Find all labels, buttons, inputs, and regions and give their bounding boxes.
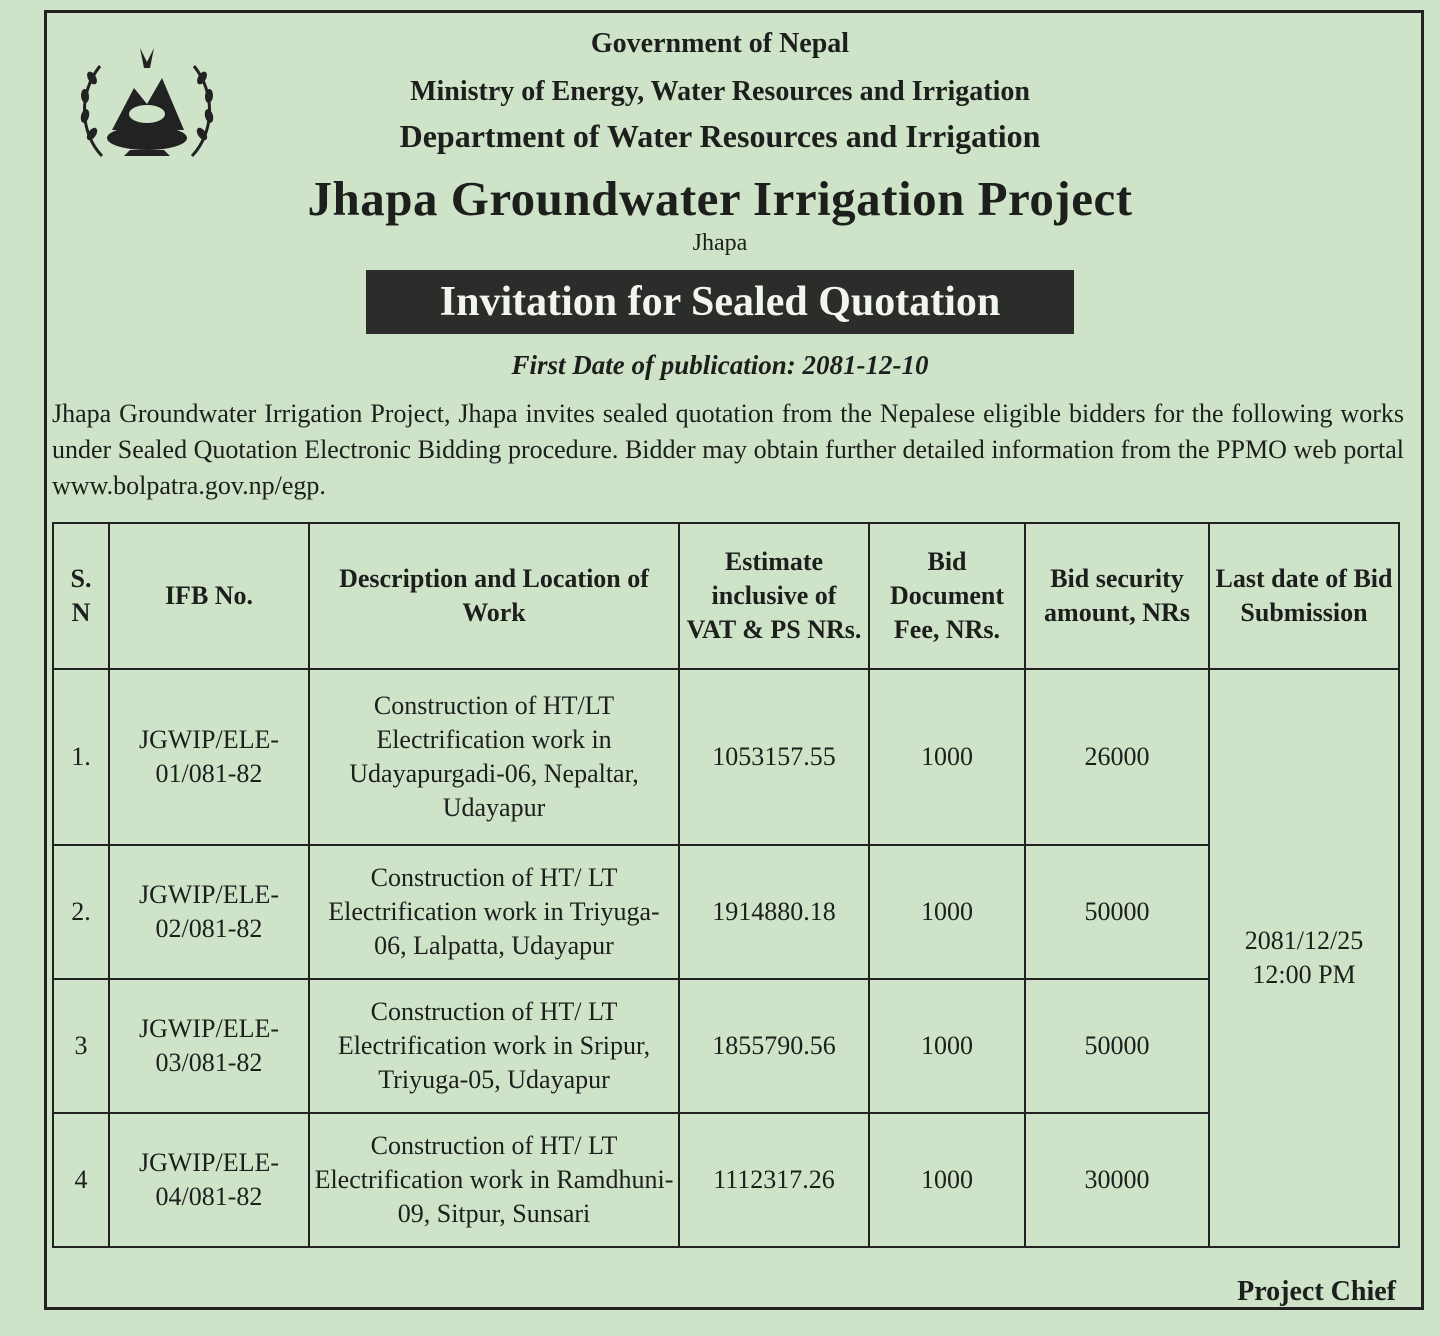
- cell-security: 50000: [1025, 979, 1209, 1113]
- cell-ifb: JGWIP/ELE-01/081-82: [109, 669, 309, 845]
- cell-fee: 1000: [869, 979, 1025, 1113]
- government-heading: Government of Nepal: [590, 28, 850, 59]
- cell-description: Construction of HT/ LT Electrification work in Triyuga-06, Lalpatta, Udayapur: [309, 845, 679, 979]
- cell-ifb: JGWIP/ELE-03/081-82: [109, 979, 309, 1113]
- location-label: Jhapa: [692, 230, 748, 256]
- project-title: Jhapa Groundwater Irrigation Project: [307, 171, 1133, 226]
- table-row: [53, 845, 1399, 979]
- cell-ifb: JGWIP/ELE-02/081-82: [109, 845, 309, 979]
- publication-date: First Date of publication: 2081-12-10: [511, 350, 929, 380]
- cell-sn: 3: [53, 979, 109, 1113]
- cell-description: Construction of HT/LT Electrification work in Udayapurgadi-06, Nepaltar, Udayapur: [309, 669, 679, 845]
- cell-fee: 1000: [869, 669, 1025, 845]
- cell-description: Construction of HT/ LT Electrification work in Sripur, Triyuga-05, Udayapur: [309, 979, 679, 1113]
- cell-sn: 4: [53, 1113, 109, 1247]
- cell-sn: 1.: [53, 669, 109, 845]
- cell-estimate: 1112317.26: [679, 1113, 869, 1247]
- header-last-date: Last date of Bid Submission: [1209, 523, 1399, 669]
- table-header-row: [53, 523, 1399, 669]
- header-sn: S. N: [53, 523, 109, 669]
- table-row: [53, 1113, 1399, 1247]
- notice-title: Invitation for Sealed Quotation: [439, 279, 1001, 325]
- department-heading: Department of Water Resources and Irrigation: [399, 118, 1041, 154]
- cell-estimate: 1914880.18: [679, 845, 869, 979]
- cell-sn: 2.: [53, 845, 109, 979]
- header-ifb: IFB No.: [109, 523, 309, 669]
- signature: Project Chief: [1237, 1276, 1396, 1307]
- ministry-heading: Ministry of Energy, Water Resources and Irrigation: [410, 76, 1030, 107]
- cell-estimate: 1855790.56: [679, 979, 869, 1113]
- cell-fee: 1000: [869, 845, 1025, 979]
- cell-last-date: 2081/12/25 12:00 PM: [1209, 669, 1399, 1247]
- cell-security: 50000: [1025, 845, 1209, 979]
- cell-security: 26000: [1025, 669, 1209, 845]
- bid-table: [52, 522, 1400, 1248]
- cell-security: 30000: [1025, 1113, 1209, 1247]
- notice-title-banner: [366, 270, 1074, 334]
- header-description: Description and Location of Work: [309, 523, 679, 669]
- header-fee: Bid Document Fee, NRs.: [869, 523, 1025, 669]
- cell-fee: 1000: [869, 1113, 1025, 1247]
- header-security: Bid security amount, NRs: [1025, 523, 1209, 669]
- cell-ifb: JGWIP/ELE-04/081-82: [109, 1113, 309, 1247]
- intro-paragraph: Jhapa Groundwater Irrigation Project, Jhapa invites sealed quotation from the Nepalese eligible bidders for the following works under Sealed Quotation Electronic Bidding procedure. Bidder may obtain further detailed information from the PPMO web portal www.bolpatra.gov.np/egp.: [52, 399, 1404, 500]
- cell-description: Construction of HT/ LT Electrification work in Ramdhuni-09, Sitpur, Sunsari: [309, 1113, 679, 1247]
- cell-estimate: 1053157.55: [679, 669, 869, 845]
- header-estimate: Estimate inclusive of VAT & PS NRs.: [679, 523, 869, 669]
- table-row: [53, 669, 1399, 845]
- table-row: [53, 979, 1399, 1113]
